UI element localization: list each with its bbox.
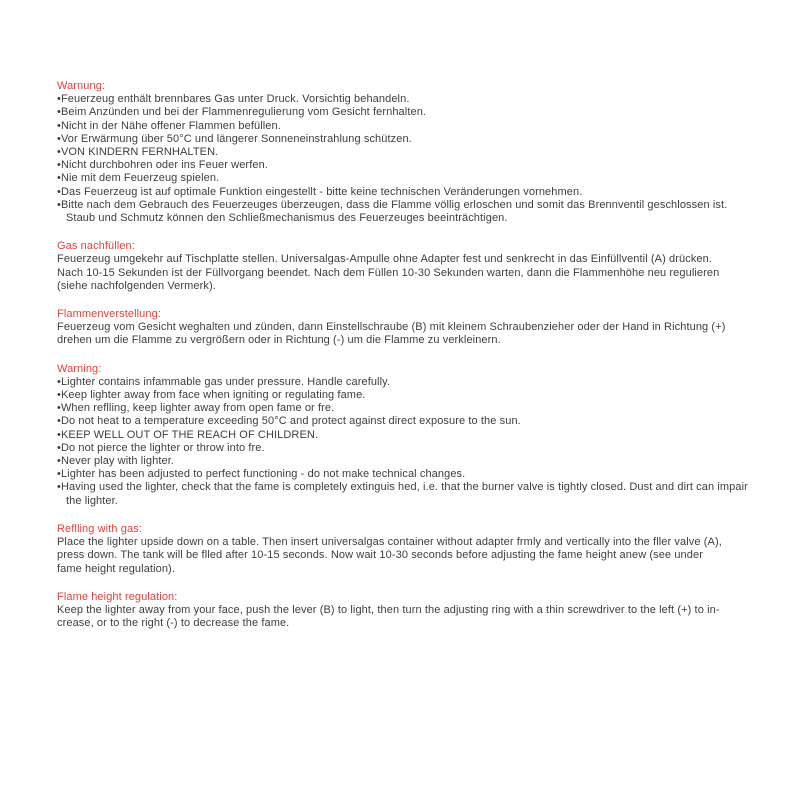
section-heading: Flammenverstellung: [57, 308, 161, 321]
section-paragraph [57, 536, 749, 576]
section-heading: Flame height regulation: [57, 590, 178, 603]
section-heading: Warning: [57, 362, 102, 375]
section-paragraph [57, 321, 749, 347]
bullet-item: • Do not heat to a temperature exceeding 50°C and protect against direct exposure to the sun. [57, 415, 749, 428]
section-refilling-en [57, 523, 749, 576]
bullet-item: • Having used the lighter, check that the fame is completely extinguis hed, i.e. that the burner valve is tightly closed. Dust and dirt can impair the lighter. [57, 481, 749, 507]
paragraph-line: press down. The tank will be flled after 10-15 seconds. Now wait 10-30 seconds before adjusting the fame height anew (see under [57, 549, 703, 562]
bullet-item: • Lighter contains infammable gas under pressure. Handle carefully. [57, 376, 749, 389]
bullet-item: • When reflling, keep lighter away from open fame or fre. [57, 402, 749, 415]
bullet-item: • Lighter has been adjusted to perfect functioning - do not make technical changes. [57, 468, 749, 481]
section-warnung-de [57, 80, 749, 225]
bullet-list [57, 376, 749, 508]
bullet-item: • Do not pierce the lighter or throw into fre. [57, 442, 749, 455]
bullet-item: • KEEP WELL OUT OF THE REACH OF CHILDREN. [57, 429, 749, 442]
paragraph-line: Feuerzeug vom Gesicht weghalten und zünden, dann Einstellschraube (B) mit kleinem Schraubenzieher oder der Hand in Richtung (+) [57, 321, 726, 334]
instructions-content [57, 80, 749, 630]
paragraph-line: Place the lighter upside down on a table. Then insert universalgas container without adapter frmly and vertically into the fller valve (A), [57, 536, 722, 549]
paragraph-line: fame height regulation). [57, 562, 175, 575]
paragraph-line: crease, or to the right (-) to decrease the fame. [57, 617, 290, 630]
bullet-item: • Das Feuerzeug ist auf optimale Funktion eingestellt - bitte keine technischen Veränderungen vornehmen. [57, 186, 749, 199]
bullet-item: • Vor Erwärmung über 50°C und längerer Sonneneinstrahlung schützen. [57, 133, 749, 146]
paragraph-line: Keep the lighter away from your face, push the lever (B) to light, then turn the adjusting ring with a thin screwdriver to the left (+) to in- [57, 603, 720, 616]
bullet-item: • Never play with lighter. [57, 455, 749, 468]
bullet-item: • Bitte nach dem Gebrauch des Feuerzeuges überzeugen, dass die Flamme völlig erloschen und somit das Brennventil geschlossen ist. Staub und Schmutz können den Schließmechanismus des Feuerzeuges beeinträchtigen. [57, 199, 749, 225]
bullet-item: • Nie mit dem Feuerzeug spielen. [57, 172, 749, 185]
bullet-item: • Nicht durchbohren oder ins Feuer werfen. [57, 159, 749, 172]
section-heading: Gas nachfüllen: [57, 240, 135, 253]
bullet-item: • Feuerzeug enthält brennbares Gas unter Druck. Vorsichtig behandeln. [57, 93, 749, 106]
section-heading: Warnung: [57, 80, 106, 92]
paragraph-line: Feuerzeug umgekehr auf Tischplatte stellen. Universalgas-Ampulle ohne Adapter fest und senkrecht in das Einfüllventil (A) drücken. [57, 253, 713, 266]
section-heading: Reflling with gas: [57, 522, 142, 535]
bullet-item: • Keep lighter away from face when igniting or regulating fame. [57, 389, 749, 402]
section-flame-height-en [57, 591, 749, 631]
section-paragraph [57, 604, 749, 630]
paragraph-line: drehen um die Flamme zu vergrößern oder in Richtung (-) um die Flamme zu verkleinern. [57, 334, 501, 347]
section-warning-en [57, 363, 749, 508]
section-gas-nachfuellen-de [57, 240, 749, 293]
bullet-item: • Nicht in der Nähe offener Flammen befüllen. [57, 120, 749, 133]
bullet-list [57, 93, 749, 225]
section-flammenverstellung-de [57, 308, 749, 348]
paragraph-line: (siehe nachfolgenden Vermerk). [57, 279, 216, 292]
bullet-item: • Beim Anzünden und bei der Flammenregulierung vom Gesicht fernhalten. [57, 106, 749, 119]
paragraph-line: Nach 10-15 Sekunden ist der Füllvorgang beendet. Nach dem Füllen 10-30 Sekunden warten, dann die Flammenhöhe neu regulieren [57, 266, 720, 279]
bullet-item: • VON KINDERN FERNHALTEN. [57, 146, 749, 159]
section-paragraph [57, 253, 749, 293]
